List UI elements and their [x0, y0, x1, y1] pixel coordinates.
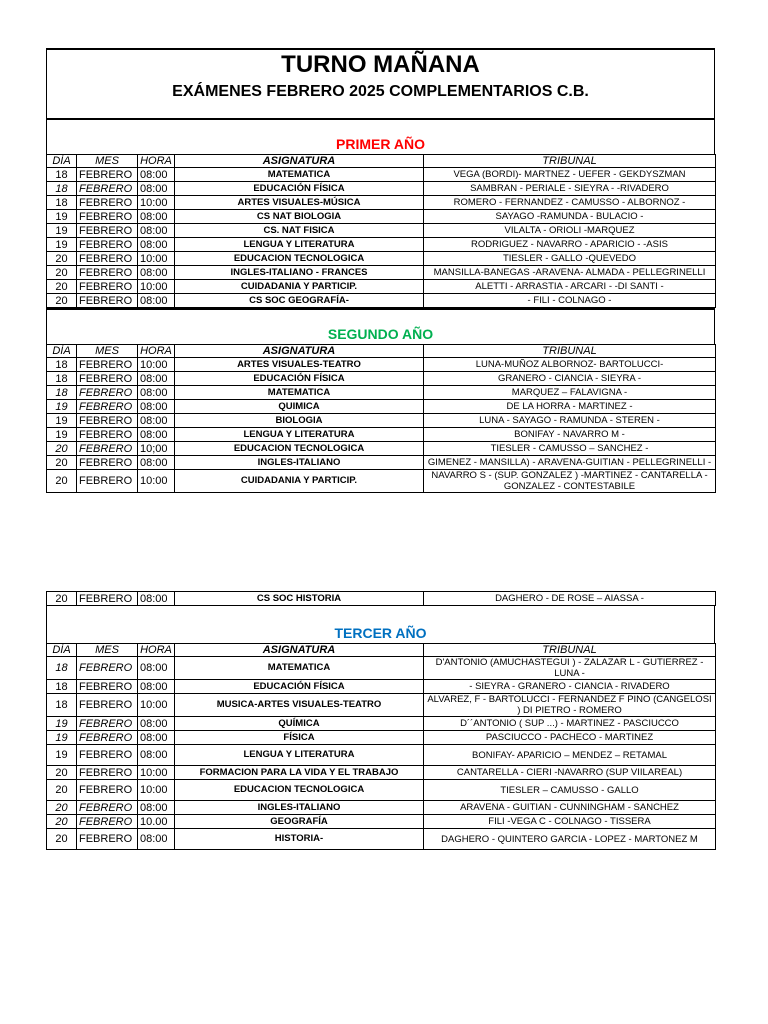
cell-dia: 20 — [47, 815, 77, 829]
cell-asignatura: FÍSICA — [175, 731, 424, 745]
cell-mes: FEBRERO — [77, 358, 138, 372]
cell-asignatura: CS NAT BIOLOGIA — [175, 210, 424, 224]
cell-tribunal: TIESLER – CAMUSSO - GALLO — [424, 780, 716, 801]
cell-hora: 08:00 — [138, 386, 175, 400]
cell-asignatura: MATEMATICA — [175, 168, 424, 182]
table-row — [47, 801, 716, 815]
table-row — [47, 168, 716, 182]
cell-hora: 10:00 — [138, 252, 175, 266]
cell-dia: 18 — [47, 657, 77, 680]
cell-dia: 20 — [47, 470, 77, 493]
cell-hora: 08:00 — [138, 717, 175, 731]
table-header-row — [47, 345, 716, 358]
cell-tribunal: DE LA HORRA - MARTINEZ - — [424, 400, 716, 414]
page-subtitle: EXÁMENES FEBRERO 2025 COMPLEMENTARIOS C.B. — [172, 83, 589, 100]
cell-mes: FEBRERO — [77, 372, 138, 386]
cell-hora: 08:00 — [138, 182, 175, 196]
table-row — [47, 182, 716, 196]
cell-tribunal: CANTARELLA - CIERI -NAVARRO (SUP VIILAREAL) — [424, 766, 716, 780]
cell-tribunal: LUNA - SAYAGO - RAMUNDA - STEREN - — [424, 414, 716, 428]
table-row — [47, 400, 716, 414]
table-row — [47, 414, 716, 428]
cell-tribunal: DAGHERO - DE ROSE – AIASSA - — [424, 592, 716, 606]
col-header-dia: DÍA — [47, 345, 77, 358]
cell-asignatura: CS SOC HISTORIA — [175, 592, 424, 606]
cell-tribunal: ALETTI - ARRASTIA - ARCARI - -DI SANTI - — [424, 280, 716, 294]
cell-dia: 18 — [47, 694, 77, 717]
cell-tribunal: - FILI - COLNAGO - — [424, 294, 716, 308]
cell-hora: 08:00 — [138, 210, 175, 224]
cell-tribunal: GIMENEZ - MANSILLA) - ARAVENA-GUITIAN - PELLEGRINELLI - — [424, 456, 716, 470]
cell-dia: 20 — [47, 829, 77, 850]
cell-tribunal: - SIEYRA - GRANERO - CIANCIA - RIVADERO — [424, 680, 716, 694]
section-tercer-ano — [46, 606, 715, 643]
cell-dia: 18 — [47, 386, 77, 400]
cell-asignatura: MUSICA-ARTES VISUALES-TEATRO — [175, 694, 424, 717]
table-primer-ano — [46, 154, 716, 308]
cell-mes: FEBRERO — [77, 745, 138, 766]
table-row — [47, 196, 716, 210]
cell-asignatura: EDUCACION TECNOLOGICA — [175, 252, 424, 266]
cell-mes: FEBRERO — [77, 238, 138, 252]
cell-hora: 10;00 — [138, 442, 175, 456]
cell-asignatura: GEOGRAFÍA — [175, 815, 424, 829]
col-header-dia: DÍA — [47, 155, 77, 168]
table-row — [47, 266, 716, 280]
cell-asignatura: MATEMATICA — [175, 657, 424, 680]
cell-hora: 10:00 — [138, 780, 175, 801]
cell-hora: 08:00 — [138, 829, 175, 850]
table-row — [47, 745, 716, 766]
cell-mes: FEBRERO — [77, 456, 138, 470]
cell-tribunal: ROMERO - FERNANDEZ - CAMUSSO - ALBORNOZ - — [424, 196, 716, 210]
title-box — [46, 48, 715, 118]
cell-dia: 19 — [47, 414, 77, 428]
table-row — [47, 731, 716, 745]
col-header-tribunal: TRIBUNAL — [424, 644, 716, 657]
cell-asignatura: MATEMATICA — [175, 386, 424, 400]
cell-asignatura: QUIMICA — [175, 400, 424, 414]
table-row — [47, 210, 716, 224]
cell-mes: FEBRERO — [77, 266, 138, 280]
cell-tribunal: SAYAGO -RAMUNDA - BULACIO - — [424, 210, 716, 224]
cell-dia: 18 — [47, 168, 77, 182]
cell-asignatura: BIOLOGIA — [175, 414, 424, 428]
cell-tribunal: RODRIGUEZ - NAVARRO - APARICIO - -ASIS — [424, 238, 716, 252]
cell-asignatura: EDUCACION TECNOLOGICA — [175, 442, 424, 456]
cell-hora: 08:00 — [138, 592, 175, 606]
table-row — [47, 680, 716, 694]
cell-dia: 19 — [47, 731, 77, 745]
cell-mes: FEBRERO — [77, 470, 138, 493]
cell-asignatura: HISTORIA- — [175, 829, 424, 850]
table-row — [47, 280, 716, 294]
cell-dia: 18 — [47, 680, 77, 694]
table-row — [47, 358, 716, 372]
cell-asignatura: CUIDADANIA Y PARTICIP. — [175, 280, 424, 294]
cell-asignatura: CS. NAT FISICA — [175, 224, 424, 238]
cell-asignatura: LENGUA Y LITERATURA — [175, 745, 424, 766]
cell-mes: FEBRERO — [77, 182, 138, 196]
cell-dia: 18 — [47, 358, 77, 372]
cell-asignatura: LENGUA Y LITERATURA — [175, 428, 424, 442]
table-row — [47, 717, 716, 731]
section-segundo-ano — [46, 308, 715, 344]
table-tercer-ano — [46, 643, 716, 850]
cell-tribunal: NAVARRO S - (SUP. GONZALEZ ) -MARTINEZ - CANTARELLA - GONZALEZ - CONTESTABILE — [424, 470, 716, 493]
cell-mes: FEBRERO — [77, 400, 138, 414]
cell-asignatura: EDUCACION TECNOLOGICA — [175, 780, 424, 801]
table-row — [47, 456, 716, 470]
table-row — [47, 470, 716, 493]
cell-mes: FEBRERO — [77, 210, 138, 224]
cell-hora: 08:00 — [138, 801, 175, 815]
cell-hora: 08:00 — [138, 745, 175, 766]
cell-mes: FEBRERO — [77, 592, 138, 606]
cell-dia: 19 — [47, 238, 77, 252]
cell-mes: FEBRERO — [77, 168, 138, 182]
col-header-hora: HORA — [138, 155, 175, 168]
col-header-dia: DÍA — [47, 644, 77, 657]
cell-dia: 19 — [47, 717, 77, 731]
cell-tribunal: VEGA (BORDI)- MARTNEZ - UEFER - GEKDYSZMAN — [424, 168, 716, 182]
section-title-tercer: TERCER AÑO — [334, 625, 427, 641]
col-header-tribunal: TRIBUNAL — [424, 345, 716, 358]
cell-dia: 20 — [47, 766, 77, 780]
cell-asignatura: CUIDADANIA Y PARTICIP. — [175, 470, 424, 493]
cell-dia: 19 — [47, 400, 77, 414]
cell-dia: 20 — [47, 442, 77, 456]
cell-tribunal: MARQUEZ – FALAVIGNA - — [424, 386, 716, 400]
cell-tribunal: ARAVENA - GUITIAN - CUNNINGHAM - SANCHEZ — [424, 801, 716, 815]
table-segundo-ano — [46, 344, 716, 493]
table-row — [47, 592, 716, 606]
cell-tribunal: D´´ANTONIO ( SUP ...) - MARTINEZ - PASCIUCCO — [424, 717, 716, 731]
cell-hora: 08:00 — [138, 456, 175, 470]
cell-hora: 10:00 — [138, 694, 175, 717]
col-header-asignatura: ASIGNATURA — [175, 644, 424, 657]
table-row — [47, 428, 716, 442]
table-row — [47, 386, 716, 400]
cell-hora: 08:00 — [138, 428, 175, 442]
cell-dia: 20 — [47, 252, 77, 266]
cell-hora: 08:00 — [138, 731, 175, 745]
col-header-tribunal: TRIBUNAL — [424, 155, 716, 168]
cell-hora: 08:00 — [138, 400, 175, 414]
cell-mes: FEBRERO — [77, 414, 138, 428]
exam-sheet-page-1 — [46, 48, 715, 493]
cell-hora: 08:00 — [138, 224, 175, 238]
cell-tribunal: ALVAREZ, F - BARTOLUCCI - FERNANDEZ F PINO (CANGELOSI ) DI PIETRO - ROMERO — [424, 694, 716, 717]
cell-dia: 19 — [47, 224, 77, 238]
cell-hora: 08:00 — [138, 372, 175, 386]
cell-dia: 20 — [47, 456, 77, 470]
table-row — [47, 442, 716, 456]
cell-mes: FEBRERO — [77, 801, 138, 815]
cell-tribunal: TIESLER - GALLO -QUEVEDO — [424, 252, 716, 266]
cell-dia: 20 — [47, 294, 77, 308]
cell-hora: 10.00 — [138, 815, 175, 829]
cell-hora: 10:00 — [138, 470, 175, 493]
cell-mes: FEBRERO — [77, 766, 138, 780]
col-header-hora: HORA — [138, 644, 175, 657]
table-row — [47, 224, 716, 238]
cell-dia: 19 — [47, 428, 77, 442]
page-title: TURNO MAÑANA — [281, 51, 480, 78]
cell-asignatura: EDUCACIÓN FÍSICA — [175, 680, 424, 694]
cell-tribunal: BONIFAY- APARICIO – MENDEZ – RETAMAL — [424, 745, 716, 766]
section-primer-ano — [46, 118, 715, 154]
cell-asignatura: FORMACION PARA LA VIDA Y EL TRABAJO — [175, 766, 424, 780]
cell-hora: 08:00 — [138, 657, 175, 680]
col-header-mes: MES — [77, 155, 138, 168]
col-header-hora: HORA — [138, 345, 175, 358]
col-header-mes: MES — [77, 644, 138, 657]
table-row — [47, 766, 716, 780]
cell-asignatura: INGLES-ITALIANO — [175, 801, 424, 815]
cell-mes: FEBRERO — [77, 252, 138, 266]
cell-dia: 18 — [47, 182, 77, 196]
cell-mes: FEBRERO — [77, 694, 138, 717]
cell-mes: FEBRERO — [77, 815, 138, 829]
cell-tribunal: MANSILLA-BANEGAS -ARAVENA- ALMADA - PELLEGRINELLI — [424, 266, 716, 280]
cell-mes: FEBRERO — [77, 280, 138, 294]
cell-dia: 20 — [47, 780, 77, 801]
col-header-asignatura: ASIGNATURA — [175, 345, 424, 358]
cell-hora: 10:00 — [138, 358, 175, 372]
cell-hora: 10:00 — [138, 280, 175, 294]
table-row — [47, 238, 716, 252]
cell-asignatura: CS SOC GEOGRAFÍA- — [175, 294, 424, 308]
section-title-primer: PRIMER AÑO — [336, 136, 425, 152]
table-header-row — [47, 644, 716, 657]
cell-tribunal: VILALTA - ORIOLI -MARQUEZ — [424, 224, 716, 238]
cell-dia: 20 — [47, 801, 77, 815]
cell-hora: 08:00 — [138, 414, 175, 428]
cell-mes: FEBRERO — [77, 717, 138, 731]
table-row — [47, 780, 716, 801]
cell-mes: FEBRERO — [77, 780, 138, 801]
table-header-row — [47, 155, 716, 168]
cell-tribunal: FILI -VEGA C - COLNAGO - TISSERA — [424, 815, 716, 829]
table-row — [47, 294, 716, 308]
cell-dia: 20 — [47, 592, 77, 606]
cell-asignatura: EDUCACIÓN FÍSICA — [175, 182, 424, 196]
cell-mes: FEBRERO — [77, 657, 138, 680]
cell-mes: FEBRERO — [77, 829, 138, 850]
cell-asignatura: QUÍMICA — [175, 717, 424, 731]
table-row — [47, 694, 716, 717]
cell-asignatura: LENGUA Y LITERATURA — [175, 238, 424, 252]
cell-tribunal: GRANERO - CIANCIA - SIEYRA - — [424, 372, 716, 386]
table-row — [47, 829, 716, 850]
table-row — [47, 657, 716, 680]
cell-mes: FEBRERO — [77, 224, 138, 238]
col-header-asignatura: ASIGNATURA — [175, 155, 424, 168]
cell-tribunal: LUNA-MUÑOZ ALBORNOZ- BARTOLUCCI- — [424, 358, 716, 372]
cell-dia: 19 — [47, 745, 77, 766]
cell-tribunal: TIESLER - CAMUSSO – SANCHEZ - — [424, 442, 716, 456]
cell-tribunal: BONIFAY - NAVARRO M - — [424, 428, 716, 442]
exam-sheet-page-2 — [46, 591, 715, 850]
cell-hora: 10:00 — [138, 196, 175, 210]
cell-dia: 18 — [47, 196, 77, 210]
cell-asignatura: INGLES-ITALIANO — [175, 456, 424, 470]
cell-tribunal: DAGHERO - QUINTERO GARCIA - LOPEZ - MARTONEZ M — [424, 829, 716, 850]
cell-mes: FEBRERO — [77, 731, 138, 745]
cell-mes: FEBRERO — [77, 386, 138, 400]
cell-dia: 18 — [47, 372, 77, 386]
col-header-mes: MES — [77, 345, 138, 358]
cell-hora: 08:00 — [138, 238, 175, 252]
cell-mes: FEBRERO — [77, 196, 138, 210]
cell-dia: 20 — [47, 280, 77, 294]
table-segundo-continued — [46, 591, 716, 606]
cell-asignatura: EDUCACIÓN FÍSICA — [175, 372, 424, 386]
cell-hora: 08:00 — [138, 680, 175, 694]
cell-mes: FEBRERO — [77, 680, 138, 694]
cell-hora: 10:00 — [138, 766, 175, 780]
cell-tribunal: D'ANTONIO (AMUCHASTEGUI ) - ZALAZAR L - GUTIERREZ - LUNA - — [424, 657, 716, 680]
cell-asignatura: ARTES VISUALES-TEATRO — [175, 358, 424, 372]
table-row — [47, 815, 716, 829]
table-row — [47, 372, 716, 386]
cell-asignatura: INGLES-ITALIANO - FRANCES — [175, 266, 424, 280]
cell-asignatura: ARTES VISUALES-MÚSICA — [175, 196, 424, 210]
cell-hora: 08:00 — [138, 168, 175, 182]
cell-mes: FEBRERO — [77, 442, 138, 456]
table-row — [47, 252, 716, 266]
cell-mes: FEBRERO — [77, 294, 138, 308]
cell-dia: 20 — [47, 266, 77, 280]
section-title-segundo: SEGUNDO AÑO — [327, 326, 434, 342]
cell-hora: 08:00 — [138, 294, 175, 308]
cell-dia: 19 — [47, 210, 77, 224]
cell-tribunal: PASCIUCCO - PACHECO - MARTINEZ — [424, 731, 716, 745]
cell-mes: FEBRERO — [77, 428, 138, 442]
cell-hora: 08:00 — [138, 266, 175, 280]
cell-tribunal: SAMBRAN - PERIALE - SIEYRA - -RIVADERO — [424, 182, 716, 196]
